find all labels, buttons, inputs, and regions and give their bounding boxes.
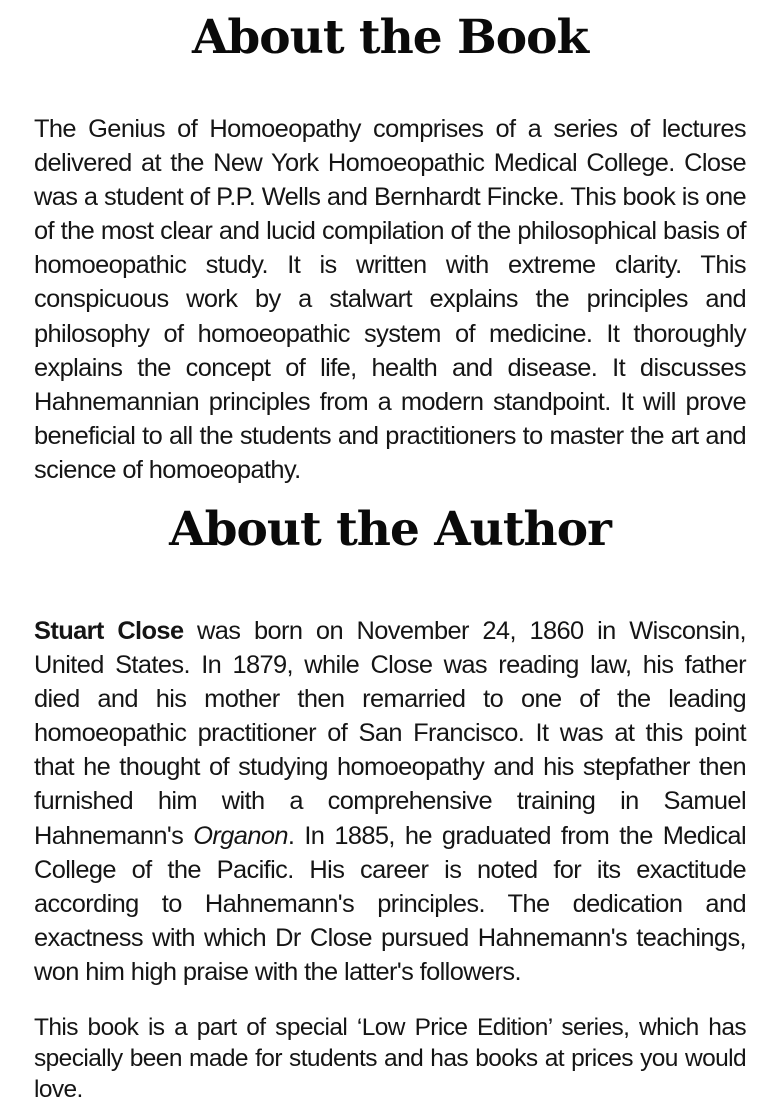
low-price-edition-note: This book is a part of special ‘Low Price Edition’ series, which has specially been made for students and has books at prices you would love. [34, 1014, 746, 1103]
author-bio-part2: . In 1885, he graduated from the Medical College of the Pacific. His career is noted for its exactitude according to Hahnemann's principles. The dedication and exactness with which Dr Close pursued Hahnemann's teachings, won him high praise with the latter's followers. [34, 821, 746, 986]
about-author-paragraph [34, 614, 746, 989]
author-bio-part1: was born on November 24, 1860 in Wisconsin, United States. In 1879, while Close was reading law, his father died and his mother then remarried to one of the leading homoeopathic practitioner of San Francisco. It was at this point that he thought of studying homoeopathy and his stepfather then furnished him with a comprehensive training in Samuel Hahnemann's [34, 617, 746, 850]
about-book-heading: About the Book [191, 10, 589, 65]
about-author-heading: About the Author [169, 502, 611, 557]
author-name: Stuart Close [34, 617, 184, 645]
about-book-paragraph: The Genius of Homoeopathy comprises of a series of lectures delivered at the New York Homoeopathic Medical College. Close was a student of P.P. Wells and Bernhardt Fincke. This book is one of the most clear and lucid compilation of the philosophical basis of homoeopathic study. It is written with extreme clarity. This conspicuous work by a stalwart explains the principles and philosophy of homoeopathic system of medicine. It thoroughly explains the concept of life, health and disease. It discusses Hahnemannian principles from a modern standpoint. It will prove beneficial to all the students and practitioners to master the art and science of homoeopathy. [34, 115, 746, 484]
organon-title: Organon [193, 821, 288, 850]
